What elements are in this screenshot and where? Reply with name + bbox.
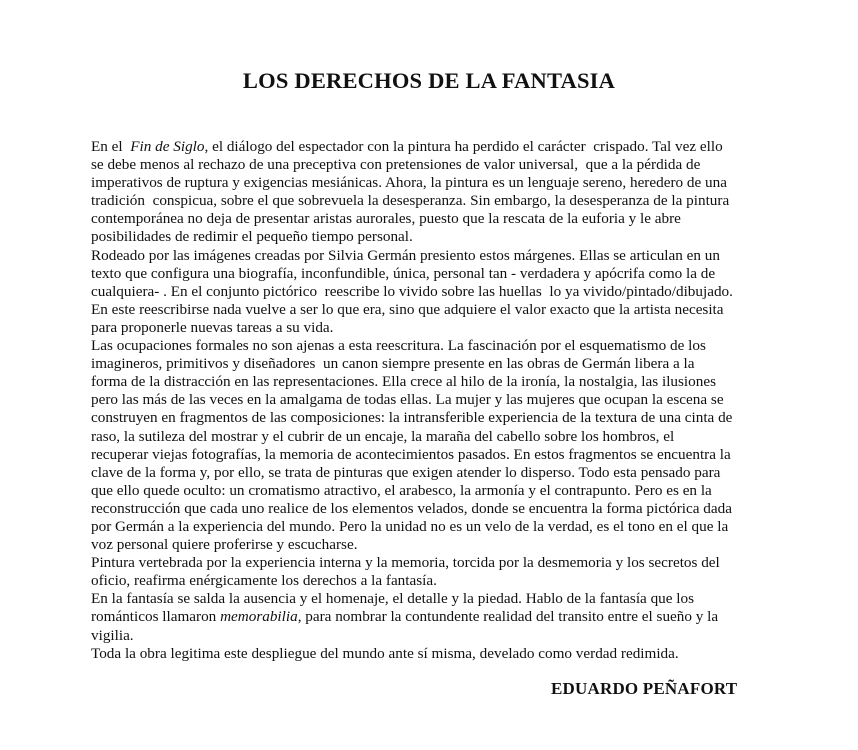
text-line: [91, 265, 781, 283]
document-title: LOS DERECHOS DE LA FANTASIA: [242, 68, 616, 93]
text-line: [91, 373, 781, 391]
text-segment: En la fantasía se salda la ausencia y el homenaje, el detalle y la piedad. Hablo de la fantasía que los: [91, 590, 695, 608]
essay-paragraph: [91, 554, 781, 590]
text-segment: recuperar viejas fotografías, la memoria de acontecimientos pasados. En estos fragmentos se encuentra la: [91, 445, 731, 463]
text-line: [91, 210, 781, 228]
text-segment: que ello quede oculto: un cromatismo atractivo, el arabesco, la armonía y el contrapunto. Pero es en la: [91, 481, 712, 499]
text-line: [91, 301, 781, 319]
text-line: [91, 482, 781, 500]
text-line: [91, 156, 781, 174]
text-segment: En este reescribirse nada vuelve a ser lo que era, sino que adquiere el valor exacto que la artista necesita: [91, 300, 724, 318]
text-line: [91, 192, 781, 210]
text-segment: contemporánea no deja de presentar aristas aurorales, puesto que la rescata de la euforia y le abre: [91, 210, 681, 228]
text-segment: se debe menos al rechazo de una preceptiva con pretensiones de valor universal, que a la pérdida de: [91, 156, 701, 174]
text-line: [91, 337, 781, 355]
text-line: [91, 572, 781, 590]
text-segment: imperativos de ruptura y exigencias mesiánicas. Ahora, la pintura es un lenguaje sereno, heredero de una: [91, 174, 727, 192]
text-segment: clave de la forma y, por ello, se trata de pinturas que exigen atender lo disperso. Todo esta pensado para: [91, 463, 721, 481]
text-line: [91, 391, 781, 409]
text-segment: En el: [91, 138, 131, 155]
author-signature: EDUARDO PEÑAFORT: [551, 679, 738, 698]
text-line: [91, 228, 781, 246]
essay-body: [91, 138, 781, 663]
text-line: [91, 536, 781, 554]
italic-phrase: Fin de Siglo: [130, 138, 205, 155]
text-segment: , para nombrar la contundente realidad del transito entre el sueño y la: [297, 608, 719, 626]
text-line: [91, 500, 781, 518]
text-segment: imagineros, primitivos y diseñadores un canon siempre presente en las obras de Germán libera a la: [91, 355, 695, 373]
text-line: [91, 409, 781, 427]
essay-paragraph: [91, 247, 781, 337]
text-line: [91, 627, 781, 645]
text-segment: texto que configura una biografía, inconfundible, única, personal tan - verdadera y apócrifa como la de: [91, 264, 716, 282]
text-line: [91, 355, 781, 373]
text-line: [91, 319, 781, 337]
essay-paragraph: [91, 590, 781, 644]
text-segment: oficio, reafirma enérgicamente los derechos a la fantasía.: [91, 572, 437, 590]
text-line: [91, 446, 781, 464]
text-segment: voz personal quiere proferirse y escucharse.: [91, 536, 358, 554]
essay-paragraph: [91, 337, 781, 554]
text-segment: Las ocupaciones formales no son ajenas a esta reescritura. La fascinación por el esquematismo de los: [91, 337, 706, 355]
text-line: [91, 608, 781, 626]
text-segment: Rodeado por las imágenes creadas por Silvia Germán presiento estos márgenes. Ellas se articulan en un: [91, 246, 720, 264]
text-segment: Toda la obra legitima este despliegue del mundo ante sí misma, develado como verdad redimida.: [91, 644, 679, 662]
text-line: [91, 464, 781, 482]
text-line: [91, 138, 781, 156]
text-segment: cualquiera- . En el conjunto pictórico reescribe lo vivido sobre las huellas lo ya vivido/pintado/dibujado.: [91, 282, 733, 300]
text-segment: construyen en fragmentos de las composiciones: la intransferible experiencia de la textura de una cinta de: [91, 409, 733, 427]
essay-paragraph: [91, 138, 781, 247]
text-segment: reconstrucción que cada uno realice de los elementos velados, donde se encuentra la forma pictórica dada: [91, 499, 732, 517]
text-line: [91, 247, 781, 265]
text-segment: para proponerle nuevas tareas a su vida.: [91, 318, 334, 336]
italic-phrase: memorabilia: [220, 608, 298, 626]
text-segment: pero las más de las veces en la amalgama de todas ellas. La mujer y las mujeres que ocupan la escena se: [91, 391, 724, 409]
text-line: [91, 283, 781, 301]
text-segment: posibilidades de redimir el pequeño tiempo personal.: [91, 228, 413, 246]
text-line: [91, 645, 781, 663]
text-segment: Pintura vertebrada por la experiencia interna y la memoria, torcida por la desmemoria y los secretos del: [91, 554, 720, 572]
text-segment: románticos llamaron: [91, 608, 221, 626]
text-segment: por Germán a la experiencia del mundo. Pero la unidad no es un velo de la verdad, es el tono en el que la: [91, 517, 729, 535]
text-line: [91, 554, 781, 572]
essay-paragraph: [91, 645, 781, 663]
text-line: [91, 518, 781, 536]
text-segment: tradición conspicua, sobre el que sobrevuela la desesperanza. Sin embargo, la desesperanza de la pintura: [91, 192, 730, 210]
text-line: [91, 174, 781, 192]
text-segment: vigilia.: [91, 626, 134, 644]
text-segment: raso, la sutileza del mostrar y el cubrir de un encaje, la maraña del cabello sobre los hombros, el: [91, 427, 675, 445]
text-line: [91, 428, 781, 446]
text-line: [91, 590, 781, 608]
text-segment: forma de la distracción en las representaciones. Ella crece al hilo de la ironía, la nostalgia, las ilusiones: [91, 373, 716, 391]
text-segment: , el diálogo del espectador con la pintura ha perdido el carácter crispado. Tal vez ello: [204, 138, 723, 155]
